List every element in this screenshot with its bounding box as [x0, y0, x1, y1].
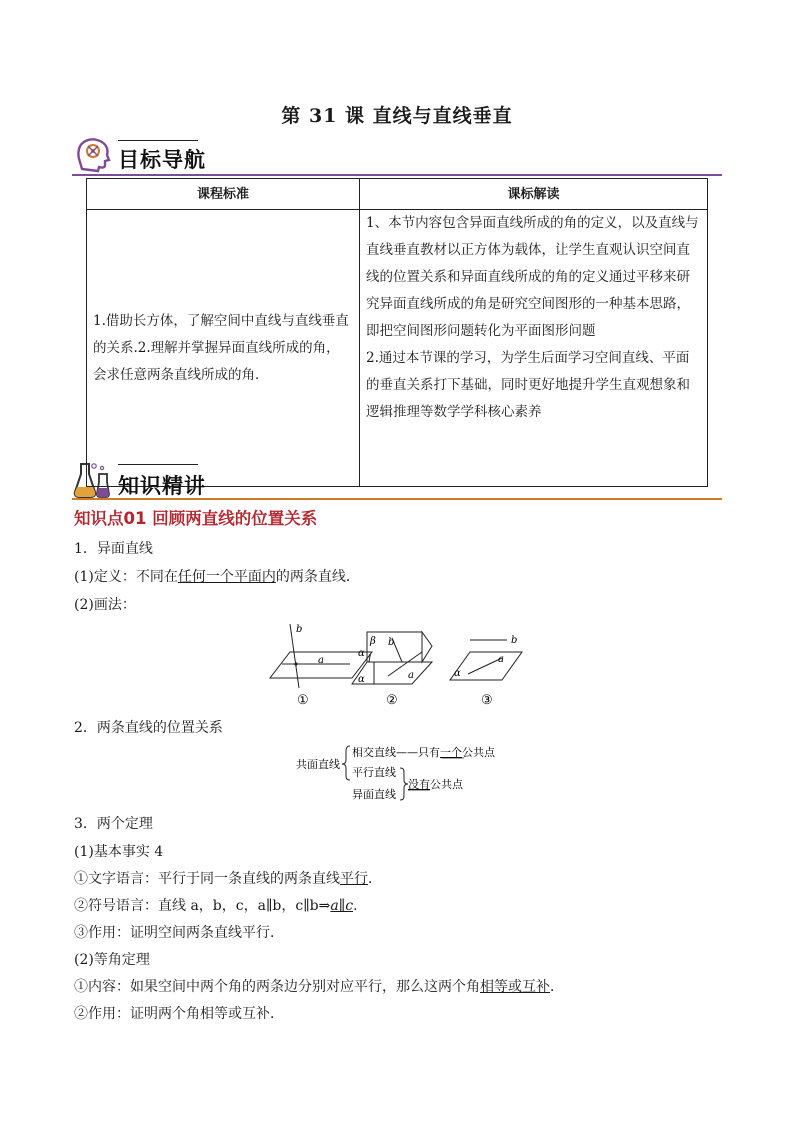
flask-icon — [72, 460, 112, 498]
goal-section-rule — [72, 174, 722, 176]
fig2-label-alpha: α — [358, 674, 365, 685]
fig1-label-a: a — [318, 655, 324, 666]
figure-2 — [352, 632, 432, 708]
brain-head-icon — [74, 136, 112, 174]
fig1-label-alpha: α — [358, 648, 365, 659]
definition-underlined: 任何一个平面内 — [177, 569, 276, 585]
table-header-standard: 课程标准 — [87, 179, 360, 210]
fig2-label-a: a — [408, 670, 414, 681]
interpretation-cell — [360, 210, 708, 487]
diagram-skew: 异面直线 — [352, 788, 396, 801]
page-title: 第 31 课 直线与直线垂直 — [281, 105, 513, 127]
theorem1-title: (1)基本事实 4 — [74, 844, 164, 860]
theorem2-use: ②作用：证明两个角相等或互补． — [74, 1006, 284, 1022]
relations-diagram — [294, 740, 504, 804]
diagram-intersect: 相交直线——只有一个公共点 — [352, 746, 495, 759]
goal-section-header — [72, 136, 372, 176]
skew-lines-figures — [262, 618, 532, 710]
theorem2-text: ①内容：如果空间中两个角的两条边分别对应平行，那么这两个角相等或互补． — [74, 979, 564, 995]
diagram-parallel: 平行直线 — [352, 766, 396, 779]
goal-section-title: 目标导航 — [118, 148, 206, 172]
definition-suffix: 的两条直线． — [275, 569, 360, 585]
table-header-row — [87, 179, 708, 210]
figure-3 — [450, 635, 522, 708]
heading-skew-lines: 1．异面直线 — [74, 541, 153, 557]
diagram-coplanar: 共面直线 — [296, 758, 340, 771]
fig3-label-a: a — [498, 654, 504, 665]
fig3-number: ③ — [481, 693, 493, 708]
fig2-label-l: l — [368, 654, 372, 665]
fig1-number: ① — [297, 693, 309, 708]
standard-text: 1.借助长方体，了解空间中直线与直线垂直的关系.2.理解并掌握异面直线所成的角，会求任意两条直线所成的角． — [93, 312, 349, 383]
fig2-line-a — [388, 652, 422, 676]
fig2-label-b: b — [388, 637, 395, 648]
heading-two-theorems: 3．两个定理 — [74, 816, 153, 832]
fig2-label-beta: β — [370, 636, 376, 647]
interpretation-p2: 2.通过本节课的学习，为学生后面学习空间直线、平面的垂直关系打下基础，同时更好地提升学生直观想象和逻辑推理等数学学科核心素养 — [366, 350, 690, 420]
knowledge-section-title: 知识精讲 — [118, 474, 206, 498]
table-row — [87, 210, 708, 487]
fig2-number: ② — [386, 693, 398, 708]
definition-prefix: (1)定义：不同在 — [74, 569, 178, 585]
fig3-label-alpha: α — [454, 668, 461, 679]
standards-table — [86, 178, 708, 487]
table-header-interpretation: 课标解读 — [360, 179, 708, 210]
theorem2-title: (2)等角定理 — [74, 952, 150, 968]
knowledge-point-title: 知识点01 回顾两直线的位置关系 — [74, 509, 318, 528]
standard-cell — [87, 210, 360, 487]
fig3-label-b: b — [511, 635, 518, 646]
diagram-no-common: 没有公共点 — [408, 778, 463, 791]
interpretation-p1: 1、本节内容包含异面直线所成的角的定义，以及直线与直线垂直教材以正方体为载体，让学生直观认识空间直线的位置关系和异面直线所成的角的定义通过平移来研究异面直线所成的角是研究空间图形的一种基本思路，即把空间图形问题转化为平面图形问题 — [366, 215, 699, 339]
drawing-method-line: (2)画法： — [74, 597, 136, 613]
theorem1-symbolic: ②符号语言：直线 a，b，c，a∥b，c∥b⇒a∥c. — [74, 898, 358, 914]
fig1-label-b: b — [296, 624, 303, 635]
heading-positional-relations: 2．两条直线的位置关系 — [74, 720, 223, 736]
theorem1-text: ①文字语言：平行于同一条直线的两条直线平行． — [74, 871, 382, 887]
definition-line — [74, 566, 360, 586]
figure-1 — [270, 624, 372, 708]
knowledge-section-header — [72, 460, 372, 500]
fig3-line-a — [468, 658, 502, 674]
theorem1-use: ③作用：证明空间两条直线平行． — [74, 925, 284, 941]
knowledge-section-rule — [72, 498, 722, 500]
